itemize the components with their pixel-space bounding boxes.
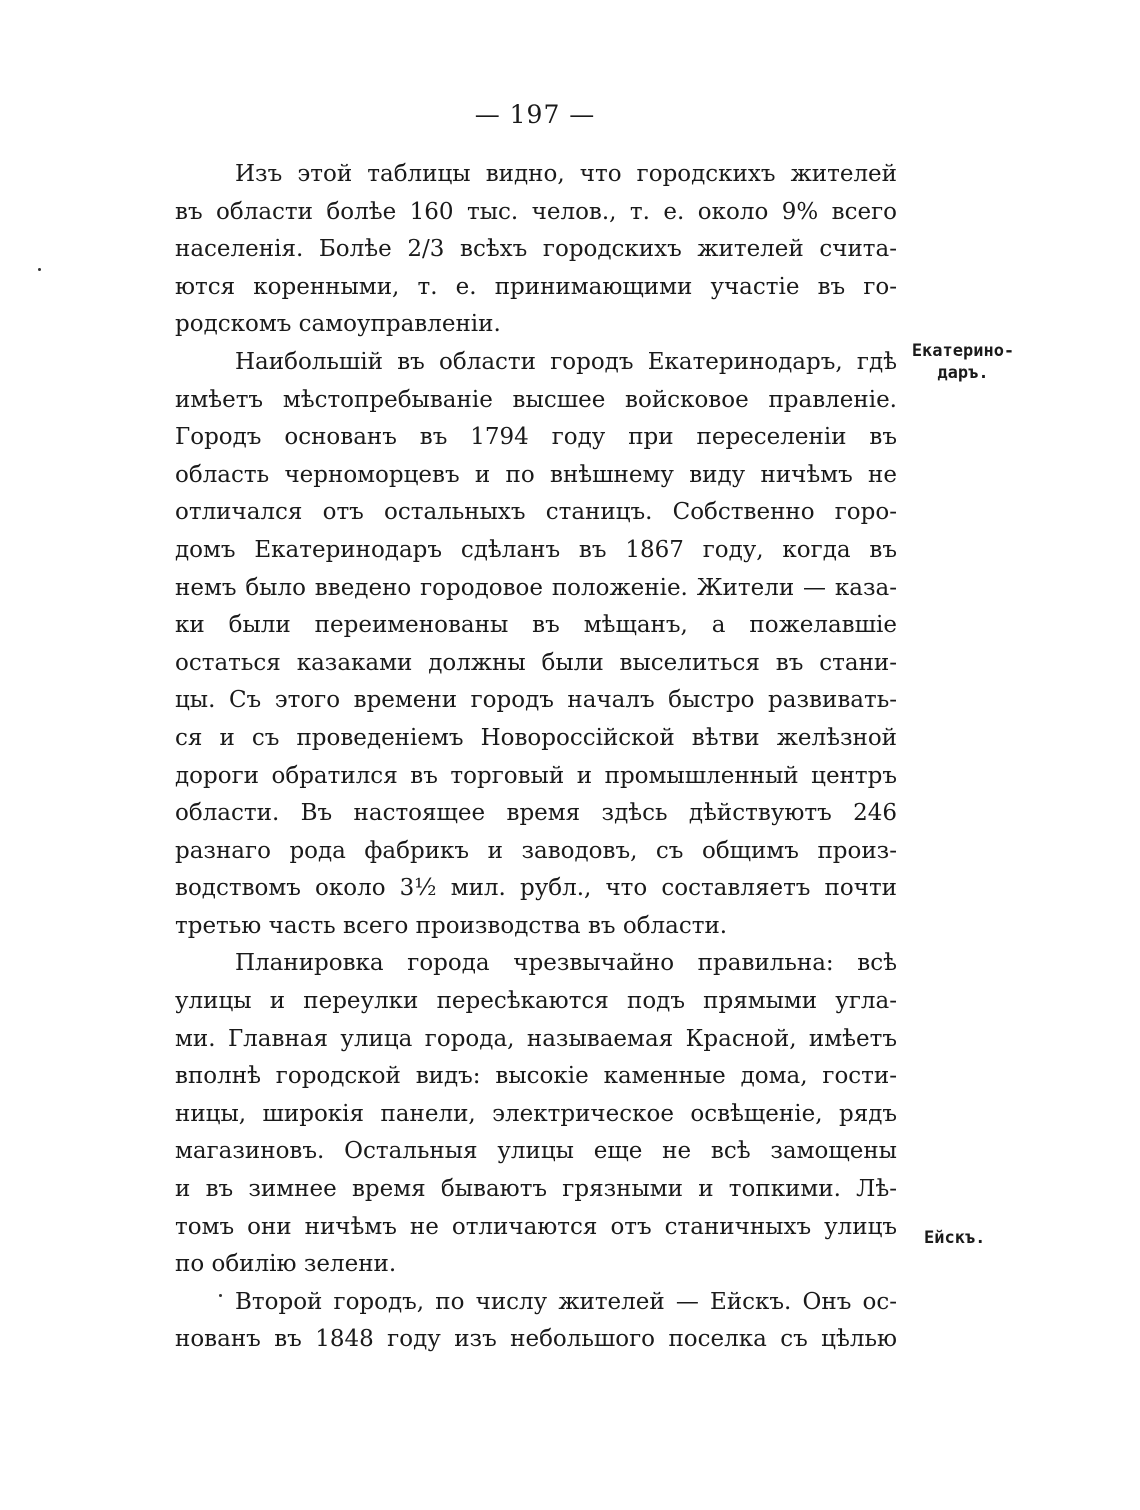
text-line: томъ они ничѣмъ не отличаются отъ станичныхъ улицъ: [175, 1213, 897, 1240]
text-line: Наибольшій въ области городъ Екатеринодаръ, гдѣ: [235, 348, 897, 375]
text-line: области. Въ настоящее время здѣсь дѣйствуютъ 246: [175, 800, 897, 827]
margin-note-ekaterinodar: [898, 340, 1028, 384]
text-line: населенія. Болѣе 2/3 всѣхъ городскихъ жителей счита-: [175, 236, 897, 263]
text-line: ми. Главная улица города, называемая Красной, имѣетъ: [175, 1025, 897, 1052]
paragraph: [175, 344, 897, 946]
text-line: Городъ основанъ въ 1794 году при переселеніи въ: [175, 424, 897, 451]
text-line: отличался отъ остальныхъ станицъ. Собственно горо-: [175, 499, 897, 526]
margin-note-eisk: Ейскъ.: [924, 1228, 986, 1248]
text-column: [175, 156, 897, 1359]
text-line: улицы и переулки пересѣкаются подъ прямыми угла-: [175, 988, 897, 1015]
text-line: цы. Съ этого времени городъ началъ быстро развивать-: [175, 687, 897, 714]
text-line: въ области болѣе 160 тыс. челов., т. е. около 9% всего: [175, 198, 897, 225]
text-line: Второй городъ, по числу жителей — Ейскъ. Онъ ос-: [235, 1288, 897, 1315]
paragraph: [175, 156, 897, 344]
text-line: ся и съ проведеніемъ Новороссійской вѣтви желѣзной: [175, 724, 897, 751]
text-line: и въ зимнее время бываютъ грязными и топкими. Лѣ-: [175, 1176, 897, 1203]
text-line: немъ было введено городовое положеніе. Жители — каза-: [175, 574, 897, 601]
text-line: вполнѣ городской видъ: высокіе каменные дома, гости-: [175, 1063, 897, 1090]
paragraph: [175, 945, 897, 1283]
text-line: родскомъ самоуправленіи.: [175, 311, 501, 338]
text-line: нованъ въ 1848 году изъ небольшого поселка съ цѣлью: [175, 1326, 897, 1353]
text-line: домъ Екатеринодаръ сдѣланъ въ 1867 году, когда въ: [175, 536, 897, 563]
print-speck: [38, 268, 41, 271]
text-line: Планировка города чрезвычайно правильна: всѣ: [235, 950, 897, 977]
text-line: ницы, широкія панели, электрическое освѣщеніе, рядъ: [175, 1100, 897, 1127]
text-line: ки были переименованы въ мѣщанъ, а пожелавшіе: [175, 612, 897, 639]
paragraph: [175, 1284, 897, 1359]
page-number: — 197 —: [474, 100, 596, 129]
margin-note-line: Екатерино-: [911, 341, 1015, 361]
text-line: имѣетъ мѣстопребываніе высшее войсковое правленіе.: [175, 386, 897, 413]
text-line: водствомъ около 3½ мил. рубл., что составляетъ почти: [175, 875, 897, 902]
text-line: магазиновъ. Остальныя улицы еще не всѣ замощены: [175, 1138, 897, 1165]
text-line: разнаго рода фабрикъ и заводовъ, съ общимъ произ-: [175, 837, 897, 864]
text-line: по обилію зелени.: [175, 1251, 397, 1278]
margin-note-line: даръ.: [937, 363, 989, 383]
print-speck: [219, 1294, 222, 1297]
text-line: ются коренными, т. е. принимающими участіе въ го-: [175, 273, 897, 300]
text-line: третью часть всего производства въ области.: [175, 912, 728, 939]
text-line: дороги обратился въ торговый и промышленный центръ: [175, 762, 897, 789]
text-line: Изъ этой таблицы видно, что городскихъ жителей: [235, 161, 897, 187]
text-line: остаться казаками должны были выселиться въ стани-: [175, 649, 897, 676]
text-line: область черноморцевъ и по внѣшнему виду ничѣмъ не: [175, 461, 897, 488]
